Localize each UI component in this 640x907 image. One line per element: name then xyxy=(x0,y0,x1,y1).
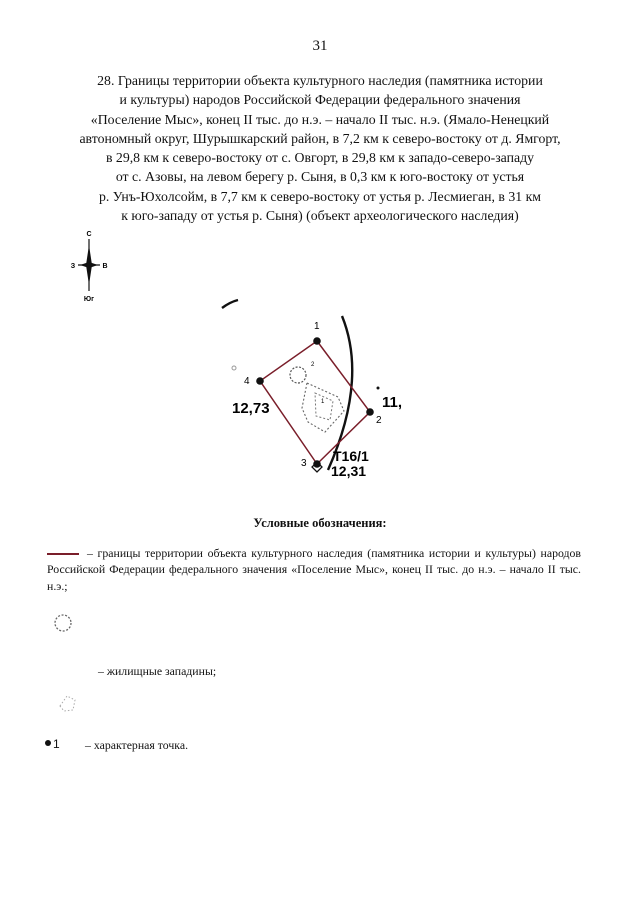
point-dot-icon xyxy=(45,740,51,746)
compass-west-label: З xyxy=(70,263,76,270)
boundary-line-icon xyxy=(47,553,79,555)
characteristic-point xyxy=(313,337,321,345)
dwelling-pit-legend-icon xyxy=(50,610,76,636)
legend-point-number: 1 xyxy=(53,737,60,751)
title-line: к юго-западу от устья р. Сыня) (объект археологического наследия) xyxy=(121,208,519,224)
boundary-polygon xyxy=(260,341,370,464)
legend-boundary-text: – границы территории объекта культурного наследия (памятника истории и культуры) народов Российской Федерации федерального значения «Поселение Мыс», конец II тыс. до н.э. – начало II тыс. н.э.; xyxy=(47,546,581,593)
legend-boundary-item xyxy=(47,545,581,594)
legend-point-text: – характерная точка. xyxy=(85,738,189,752)
compass-south-label: Юг xyxy=(83,296,95,303)
site-scheme xyxy=(210,290,420,490)
dwelling-outline-legend-icon xyxy=(55,690,81,716)
characteristic-point xyxy=(256,377,264,385)
point-number-1: 1 xyxy=(314,321,320,332)
elevation-right: 11, xyxy=(382,394,403,411)
compass-north-label: С xyxy=(86,231,92,238)
title-line: р. Унъ-Юхолсойм, в 7,7 км к северо-востоку от устья р. Лесмиеган, в 31 км xyxy=(98,188,542,204)
compass-rose-icon xyxy=(60,225,120,305)
title-line: от с. Азовы, на левом берегу р. Сыня, в 0,3 км к юго-востоку от устья xyxy=(115,169,525,185)
dwelling-pit-icon xyxy=(302,383,344,432)
pit-number: 1 xyxy=(321,399,325,405)
title-line: «Поселение Мыс», конец II тыс. до н.э. – начало II тыс. н.э. (Ямало-Ненецкий xyxy=(90,111,550,127)
legend-dwelling-text: – жилищные западины; xyxy=(98,664,217,678)
title-line: в 29,8 км к северо-востоку от с. Овгорт, в 29,8 км к западо-северо-западу xyxy=(105,150,535,166)
riverbank-curve xyxy=(328,316,352,470)
station-elevation: 12,31 xyxy=(331,463,367,479)
characteristic-point xyxy=(366,408,374,416)
elevation-left: 12,73 xyxy=(232,400,270,417)
document-title xyxy=(40,71,600,225)
page-number: 31 xyxy=(312,38,328,54)
title-line: автономный округ, Шурышкарский район, в 7,2 км к северо-востоку от д. Ямгорт, xyxy=(79,130,561,146)
title-line: и культуры) народов Российской Федерации федерального значения xyxy=(119,92,521,108)
pit-number: 2 xyxy=(311,362,315,368)
point-number-3: 3 xyxy=(301,458,307,469)
riverbank-curve xyxy=(222,300,238,308)
compass-east-label: В xyxy=(102,263,108,270)
dwelling-pit-icon xyxy=(290,367,306,383)
point-number-4: 4 xyxy=(244,376,250,387)
legend-heading: Условные обозначения: xyxy=(253,516,387,530)
title-line: 28. Границы территории объекта культурного наследия (памятника истории xyxy=(97,73,543,88)
station-id: T16/1 xyxy=(333,448,369,464)
point-number-2: 2 xyxy=(376,415,382,426)
